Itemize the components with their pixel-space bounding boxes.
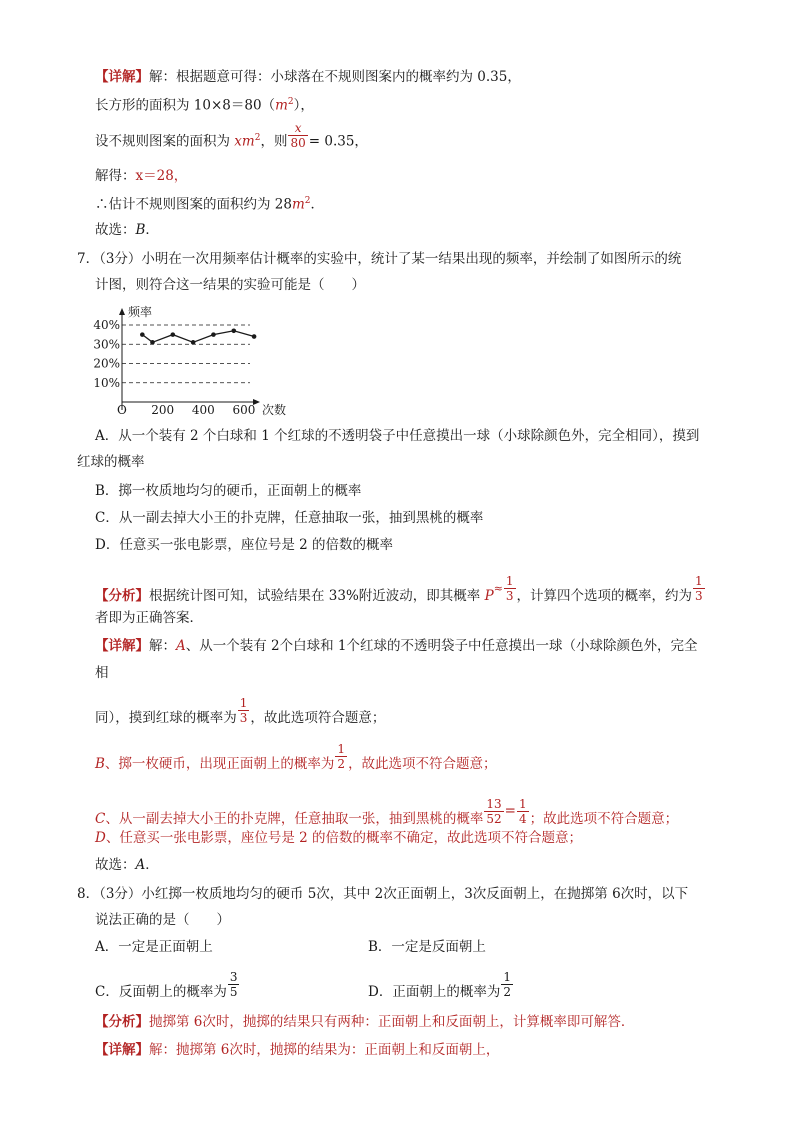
detail-text-end: ；故此选项不符合题意； [529, 811, 679, 827]
fraction-denominator: 3 [239, 711, 248, 725]
fraction-denominator: 52 [486, 812, 502, 826]
data-point [171, 332, 176, 337]
q7-answer [95, 859, 159, 873]
q7-detail-line-3 [95, 696, 386, 726]
fraction-numerator: 1 [518, 797, 527, 811]
analysis-text: 抛掷第 6次时，抛掷的结果只有两种：正面朝上和反面朝上，计算概率即可解答． [149, 1014, 635, 1030]
unit-m: m [291, 196, 305, 213]
fraction-numerator: 13 [486, 797, 502, 811]
detail-text: 、从一个装有 2个白球和 1个红球的不透明袋子中任意摸出一球（小球除颜色外，完全 [185, 638, 698, 654]
q7-detail-line-2: 相 [95, 665, 109, 681]
q6-line-3-mid: ，则 [260, 133, 288, 150]
answer-end: ． [145, 857, 159, 873]
fraction-denominator: 80 [290, 135, 306, 150]
q6-line-3-end: = 0.35， [308, 133, 368, 150]
q6-line-2 [95, 98, 314, 113]
fraction-denominator: 4 [518, 812, 527, 826]
detail-text: 、从一副去掉大小王的扑克牌，任意抽取一张，抽到黑桃的概率 [105, 811, 484, 827]
unit-exponent: 2 [287, 97, 294, 107]
fraction-numerator: x [288, 122, 307, 136]
q7-detail-line-1 [95, 640, 698, 654]
fraction-13-over-52 [484, 798, 503, 825]
y-axis-arrow-icon [119, 308, 125, 315]
data-point [252, 334, 257, 339]
analysis-tag: 【分析】 [95, 1014, 149, 1030]
data-point [150, 340, 155, 345]
q7-option-b: B．掷一枚质地均匀的硬币，正面朝上的概率 [95, 483, 362, 499]
q6-line-5-text: ∴估计不规则图案的面积约为 28 [95, 196, 292, 213]
answer-end: ． [145, 222, 159, 238]
q6-line-5 [95, 197, 324, 212]
q7-option-c: C．从一副去掉大小王的扑克牌，任意抽取一张，抽到黑桃的概率 [95, 510, 484, 526]
q7-option-a-line-1: A．从一个装有 2 个白球和 1 个红球的不透明袋子中任意摸出一球（小球除颜色外，完全相同），摸到 [95, 428, 700, 444]
q7-detail-c [95, 797, 679, 827]
fraction-denominator: 5 [229, 985, 238, 999]
q7-analysis-line-2: 者即为正确答案． [95, 610, 203, 626]
q6-line-2-text: 长方形的面积为 10×8＝80（ [95, 97, 276, 114]
fraction-numerator: 1 [695, 574, 703, 588]
detail-text-end: ，故此选项不符合题意； [348, 756, 497, 772]
detail-tag: 【详解】 [95, 1042, 149, 1058]
q8-option-c [95, 970, 240, 1000]
q7-option-a-line-2: 红球的概率 [77, 454, 145, 470]
q6-line-2-end: ）， [293, 97, 314, 114]
data-point [231, 328, 236, 333]
fraction-one-third [238, 697, 250, 724]
fraction-three-fifths [228, 971, 240, 998]
q6-line-5-end: ． [310, 196, 325, 213]
frequency-chart [90, 298, 300, 418]
q6-line-3 [95, 120, 368, 150]
option-letter: D [95, 830, 106, 846]
fraction-denominator: 3 [695, 589, 703, 603]
unit-exponent: 2 [304, 196, 311, 206]
x-tick-label: 400 [191, 403, 215, 417]
q7-stem-line-2: 计图，则符合这一结果的实验可能是（ ） [95, 277, 365, 293]
option-letter: C [95, 811, 106, 827]
q6-line-4 [95, 170, 187, 184]
q7-detail-b [95, 742, 497, 772]
q8-option-a: A．一定是正面朝上 [95, 939, 213, 955]
frequency-points [140, 328, 256, 344]
fraction-numerator: 1 [337, 742, 346, 756]
answer-letter: A [135, 857, 146, 873]
detail-text: 、掷一枚硬币，出现正面朝上的概率为 [104, 756, 335, 772]
analysis-text-2: ，计算四个选项的概率，约为 [516, 588, 693, 604]
fraction-denominator: 3 [505, 589, 514, 603]
q6-line-1-text: 解：根据题意可得：小球落在不规则图案内的概率约为 0.35， [149, 69, 521, 85]
fraction-one-third [693, 575, 705, 602]
q6-line-3-text: 设不规则图案的面积为 [95, 133, 235, 150]
y-axis-label: 频率 [128, 305, 153, 319]
detail-prefix: 解： [149, 638, 176, 654]
q8-stem-line-2: 说法正确的是（ ） [95, 912, 230, 928]
detail-text: 、任意买一张电影票，座位号是 2 的倍数的概率不确定，故此选项不符合题意； [105, 830, 582, 846]
fraction-numerator: 1 [239, 696, 248, 710]
answer-letter: B [135, 222, 146, 238]
option-text: D．正面朝上的概率为 [368, 984, 501, 1000]
equals-sign: = [504, 803, 516, 819]
y-tick-label: 20% [93, 356, 120, 371]
detail-text: 解：抛掷第 6次时，抛掷的结果为：正面朝上和反面朝上， [149, 1042, 500, 1058]
answer-label: 故选： [95, 857, 136, 873]
symbol-p: P [484, 588, 494, 604]
fraction-numerator: 1 [503, 970, 511, 984]
analysis-tag: 【分析】 [95, 588, 149, 604]
unit-m: m [275, 97, 288, 114]
q6-line-4-text: 解得： [95, 168, 136, 184]
q7-detail-d [95, 832, 582, 846]
fraction-one-half [501, 971, 513, 998]
q7-analysis [95, 574, 706, 604]
approx-sign: ≈ [493, 582, 503, 595]
var-x: x [234, 133, 242, 150]
option-letter: A [176, 638, 186, 654]
q8-detail [95, 1044, 499, 1058]
q6-solution: x＝28， [135, 168, 188, 184]
fraction-numerator: 3 [229, 970, 238, 984]
data-point [140, 332, 145, 337]
detail-text-end: ，故此选项符合题意； [250, 710, 386, 726]
fraction-x-over-80 [288, 122, 307, 149]
q7-option-d: D．任意买一张电影票，座位号是 2 的倍数的概率 [95, 537, 393, 553]
fraction-one-half [335, 743, 347, 770]
origin-label: O [117, 403, 127, 417]
fraction-numerator: 1 [505, 574, 514, 588]
unit-exponent: 2 [254, 133, 261, 143]
data-point [211, 332, 216, 337]
y-tick-label: 30% [93, 337, 120, 352]
frequency-series-line [142, 331, 254, 343]
fraction-one-third [504, 575, 516, 602]
detail-tag: 【详解】 [95, 638, 149, 654]
data-point [191, 340, 196, 345]
q6-answer [95, 224, 159, 238]
fraction-denominator: 2 [337, 757, 346, 771]
answer-label: 故选： [95, 222, 136, 238]
fraction-denominator: 2 [503, 985, 511, 999]
y-tick-labels [93, 318, 120, 390]
detail-text: 同），摸到红球的概率为 [95, 710, 237, 726]
q8-stem-line-1: 8．（3分）小红掷一枚质地均匀的硬币 5次，其中 2次正面朝上，3次反面朝上，在抛掷第 6次时，以下 [77, 886, 689, 902]
x-tick-label: 200 [151, 403, 175, 417]
unit-m: m [241, 133, 255, 150]
x-tick-labels [151, 403, 255, 417]
option-letter: B [95, 756, 105, 772]
q8-option-d [368, 970, 514, 1000]
y-tick-label: 10% [93, 375, 120, 390]
fraction-one-quarter [517, 798, 529, 825]
q8-analysis [95, 1016, 634, 1030]
y-tick-label: 40% [93, 318, 120, 332]
detail-tag: 【详解】 [95, 69, 149, 85]
x-axis-label: 次数 [262, 403, 287, 417]
q6-line-1 [95, 71, 521, 85]
q7-stem-line-1: 7．（3分）小明在一次用频率估计概率的实验中，统计了某一结果出现的频率，并绘制了如图所示的统 [77, 251, 682, 267]
analysis-text: 根据统计图可知，试验结果在 33%附近波动，即其概率 [149, 588, 485, 604]
q8-option-b: B．一定是反面朝上 [368, 939, 486, 955]
x-tick-label: 600 [232, 403, 256, 417]
option-text: C．反面朝上的概率为 [95, 984, 227, 1000]
